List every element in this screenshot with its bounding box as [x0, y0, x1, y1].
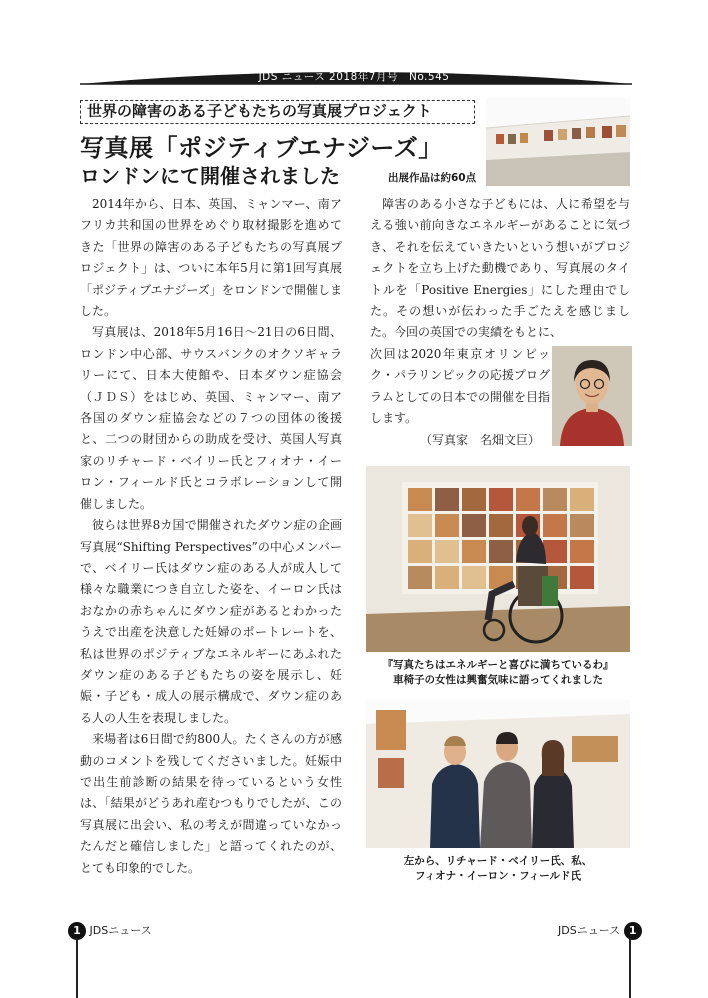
issue-header: JDS ニュース 2018年7月号 No.545 [258, 71, 450, 83]
paragraph: 2014年から、日本、英国、ミャンマー、南アフリカ共和国の世界をめぐり取材撮影を進めてきた「世界の障害のある子どもたちの写真展プロジェクト」は、ついに本年5月に第1回写真展「ポジティブエナジーズ」をロンドンで開催しました。 [80, 197, 342, 319]
mosaic-photo-tile [489, 488, 513, 511]
paragraph: 彼らは世界8カ国で開催されたダウン症の企画写真展“Shifting Perspectives”の中心メンバーで、ベイリー氏はダウン症のある人が成人して様々な職業につき自立した姿を、イーロン氏はおなかの赤ちゃんにダウン症があるとわかったうえで出産を決意した妊婦のポートレートを、私は世界のポジティブなエネルギーにあふれたダウン症のある子どもたちの姿を展示し、妊娠・子ども・成人の展示構成で、ダウン症のある人の人生を表現しました。 [80, 518, 342, 725]
right-column-top [370, 194, 630, 344]
photographer-portrait [552, 346, 632, 446]
right-column-wrap [370, 344, 550, 430]
caption-line: 車椅子の女性は興奮気味に語ってくれました [393, 674, 603, 686]
mosaic-photo-tile [462, 488, 486, 511]
caption-line: 『写真たちはエネルギーと喜びに満ちているわ』 [382, 659, 614, 671]
mosaic-photo-tile [435, 566, 459, 589]
mosaic-photo-tile [462, 540, 486, 563]
group-photo [366, 700, 630, 848]
mosaic-photo-tile [570, 566, 594, 589]
footer-label: JDSニュース [89, 924, 152, 937]
mosaic-photo-tile [435, 514, 459, 537]
footer-label: JDSニュース [558, 924, 621, 937]
footer-rule-right [629, 938, 631, 998]
page-number: 1 [624, 922, 642, 940]
page-number: 1 [68, 922, 86, 940]
mosaic-photo-tile [408, 488, 432, 511]
mosaic-photo-tile [489, 540, 513, 563]
mosaic-photo-tile [570, 540, 594, 563]
exhibit-count: 出展作品は約60点 [388, 172, 477, 184]
paragraph: 来場者は6日間で約800人。たくさんの方が感動のコメントを残してくださいました。妊娠中で出生前診断の結果を待っているという女性は、「結果がどうあれ産むつもりでしたが、この写真展に出会い、私の考えが間違っていなかったんだと確信しました」と語ってくれたのが、とても印象的でした。 [80, 732, 342, 875]
wheelchair-caption [366, 658, 630, 688]
mosaic-photo-tile [462, 566, 486, 589]
mosaic-photo-tile [435, 488, 459, 511]
article-title: 写真展「ポジティブエナジーズ」 [80, 133, 443, 162]
mosaic-photo-tile [543, 488, 567, 511]
group-caption [366, 854, 630, 884]
mosaic-photo-tile [462, 514, 486, 537]
footer-rule-left [76, 938, 78, 998]
caption-line: 左から、リチャード・ベイリー氏、私、 [403, 855, 593, 867]
mosaic-photo-tile [489, 514, 513, 537]
mosaic-photo-tile [570, 488, 594, 511]
caption-line: フィオナ・イーロン・フィールド氏 [414, 870, 582, 882]
mosaic-photo-tile [543, 540, 567, 563]
article-subtitle: ロンドンにて開催されました [80, 164, 340, 188]
gallery-photo [486, 98, 630, 186]
mosaic-photo-tile [408, 540, 432, 563]
paragraph: 次回は2020年東京オリンピック・パラリンピックの応援プログラムとしての日本での開催を目指します。 [370, 347, 550, 426]
mosaic-photo-tile [408, 514, 432, 537]
signature: （写真家 名畑文巨） [420, 433, 541, 447]
footer-left [68, 922, 152, 940]
project-banner: 世界の障害のある子どもたちの写真展プロジェクト [80, 100, 475, 124]
paragraph: 写真展は、2018年5月16日～21日の6日間、ロンドン中心部、サウスバンクのオクソギャラリーにて、日本大使館や、日本ダウン症協会（ＪＤＳ）をはじめ、英国、ミャンマー、南ア各国のダウン症協会などの７つの団体の後援と、二つの財団からの助成を受け、英国人写真家のリチャード・ベイリー氏とフィオナ・イーロン・フィールド氏とコラボレーションして開催しました。 [80, 325, 342, 511]
paragraph: 障害のある小さな子どもには、人に希望を与える強い前向きなエネルギーがあることに気づき、それを伝えていきたいという想いがプロジェクトを立ち上げた動機であり、写真展のタイトルを「Positive Energies」にした理由でした。その想いが伝わった手ごたえを感じました。今回の英国での実績をもとに、 [370, 197, 630, 340]
mosaic-photo-tile [516, 488, 540, 511]
mosaic-photo-tile [435, 540, 459, 563]
mosaic-photo-tile [570, 514, 594, 537]
mosaic-photo-tile [408, 566, 432, 589]
left-column [80, 194, 342, 879]
wheelchair-visitor-photo [366, 466, 630, 652]
mosaic-photo-tile [543, 514, 567, 537]
